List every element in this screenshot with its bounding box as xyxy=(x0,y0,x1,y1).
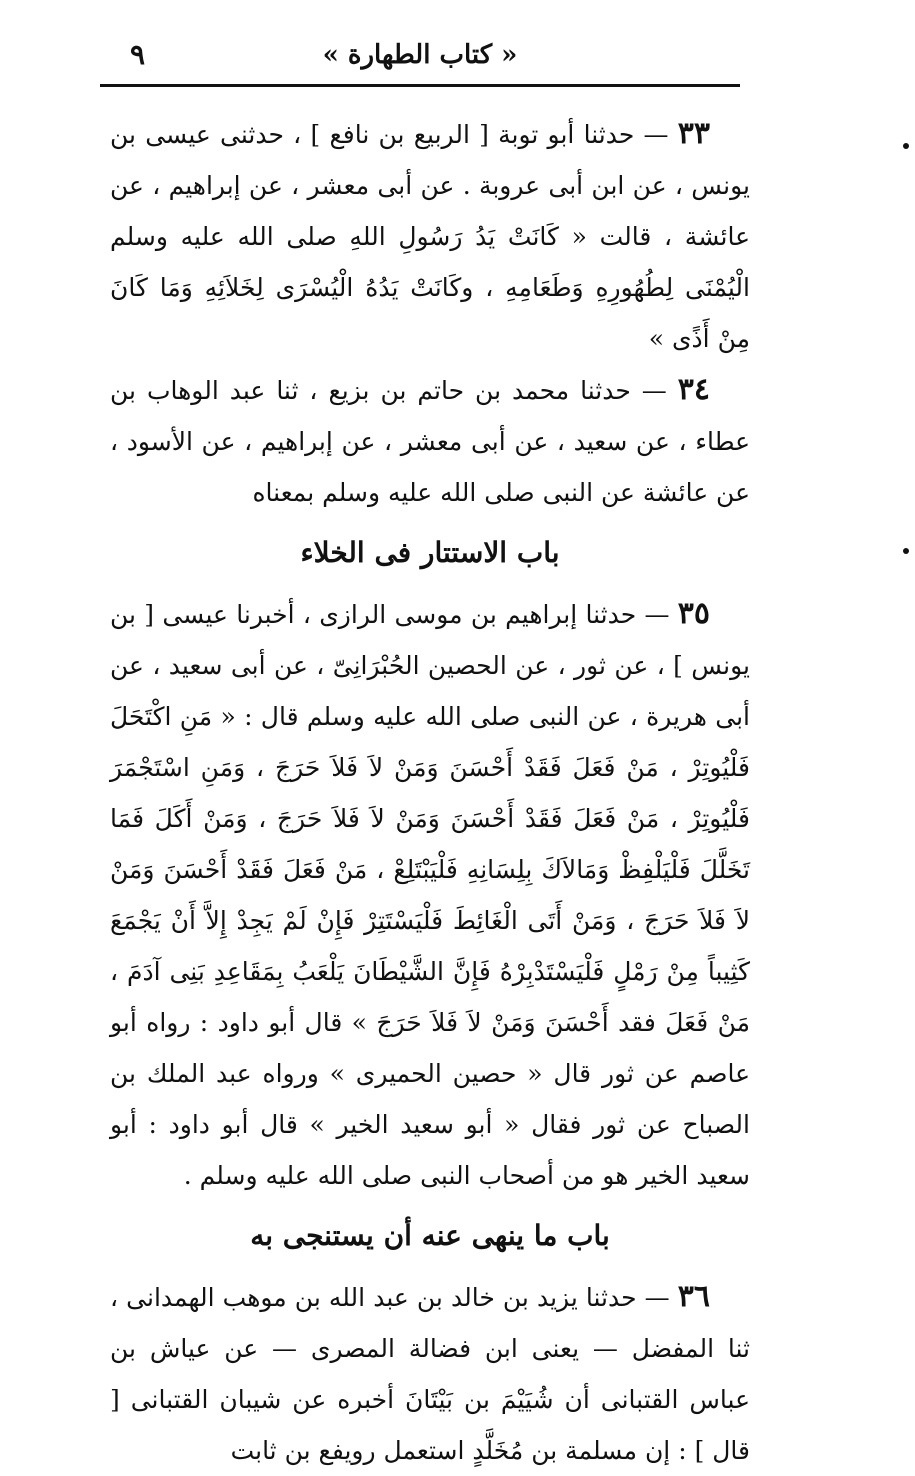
margin-mark xyxy=(903,548,909,554)
hadith-paragraph xyxy=(110,364,750,518)
hadith-paragraph xyxy=(110,108,750,364)
header-rule xyxy=(100,84,740,87)
running-title: « كتاب الطهارة » xyxy=(322,40,518,70)
chapter-heading: باب ما ينهى عنه أن يستنجى به xyxy=(250,1219,610,1252)
chapter-heading: باب الاستتار فى الخلاء xyxy=(300,536,560,569)
margin-mark xyxy=(903,143,909,149)
hadith-text: — حدثنا يزيد بن خالد بن عبد الله بن موهب الهمدانى ، ثنا المفضل — يعنى ابن فضالة المصرى — عن عياش بن عباس القتبانى أن شُيَيْمَ بن بَيْتَانَ أخبره عن شيبان القتبانى [ قال ] : إن مسلمة بن مُخَلَّدٍ استعمل رويفع بن ثابت xyxy=(110,1283,750,1465)
hadith-text: — حدثنا أبو توبة [ الربيع بن نافع ] ، حدثنى عيسى بن يونس ، عن ابن أبى عروبة . عن أبى معشر ، عن إبراهيم ، عن عائشة ، قالت « كَانَتْ يَدُ رَسُولِ اللهِ صلى الله عليه وسلم الْيُمْنَى لِطُهُورِهِ وَطَعَامِهِ ، وكَانَتْ يَدُهُ الْيُسْرَى لِخَلاَئِهِ وَمَا كَانَ مِنْ أَذًى » xyxy=(110,120,750,353)
hadith-number: ٣٤ xyxy=(677,372,710,407)
hadith-number: ٣٣ xyxy=(677,116,710,151)
page-body xyxy=(110,108,750,1476)
hadith-paragraph xyxy=(110,1271,750,1476)
hadith-number: ٣٦ xyxy=(677,1279,710,1314)
hadith-number: ٣٥ xyxy=(677,596,711,631)
hadith-text: — حدثنا إبراهيم بن موسى الرازى ، أخبرنا عيسى [ بن يونس ] ، عن ثور ، عن الحصين الحُبْرَانِىّ ، عن أبى سعيد ، عن أبى هريرة ، عن النبى صلى الله عليه وسلم قال : « مَنِ اكْتَحَلَ فَلْيُوتِرْ ، مَنْ فَعَلَ فَقَدْ أَحْسَنَ وَمَنْ لاَ فَلاَ حَرَجَ ، وَمَنِ اسْتَجْمَرَ فَلْيُوتِرْ ، مَنْ فَعَلَ فَقَدْ أَحْسَنَ وَمَنْ لاَ فَلاَ حَرَجَ ، وَمَنْ أَكَلَ فَمَا تَخَلَّلَ فَلْيَلْفِظْ وَمَالاَكَ بِلِسَانِهِ فَلْيَبْتَلِعْ ، مَنْ فَعَلَ فَقَدْ أَحْسَنَ وَمَنْ لاَ فَلاَ حَرَجَ ، وَمَنْ أَتَى الْغَائِطَ فَلْيَسْتَتِرْ فَإِنْ لَمْ يَجِدْ إِلاَّ أَنْ يَجْمَعَ كَثِيباً مِنْ رَمْلٍ فَلْيَسْتَدْبِرْهُ فَإِنَّ الشَّيْطَانَ يَلْعَبُ بِمَقَاعِدِ بَنِى آدَمَ ، مَنْ فَعَلَ فقد أَحْسَنَ وَمَنْ لاَ فَلاَ حَرَجَ » قال أبو داود : رواه أبو عاصم عن ثور قال « حصين الحميرى » ورواه عبد الملك بن الصباح عن ثور فقال « أبو سعيد الخير » قال أبو داود : أبو سعيد الخير هو من أصحاب النبى صلى الله عليه وسلم . xyxy=(110,600,750,1190)
page-header xyxy=(100,32,740,76)
hadith-paragraph xyxy=(110,588,750,1201)
page-number: ٩ xyxy=(130,38,146,71)
hadith-text: — حدثنا محمد بن حاتم بن بزيع ، ثنا عبد الوهاب بن عطاء ، عن سعيد ، عن أبى معشر ، عن إبراهيم ، عن الأسود ، عن عائشة عن النبى صلى الله عليه وسلم بمعناه xyxy=(110,376,750,507)
